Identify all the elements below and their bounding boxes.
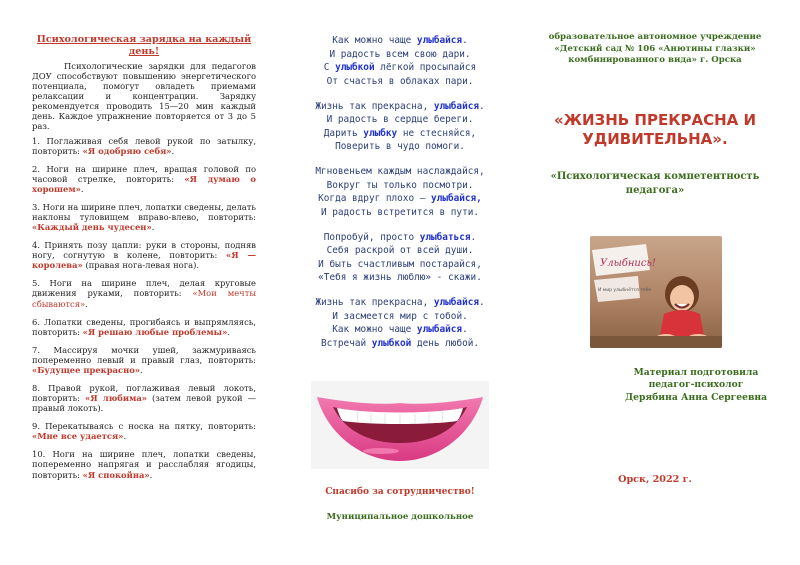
city-year: Орск, 2022 г. [618,474,692,485]
photo-caption: Улыбнись! [600,258,656,269]
exercise-item: 9. Перекатываясь с носка на пятку, повторить: «Мне все удается». [32,421,256,442]
poem-line: От счастья в облаках пари. [326,75,474,87]
exercise-item: 1. Поглаживая себя левой рукой по затылку, повторить: «Я одобряю себя». [32,135,256,156]
exercise-item: 7. Массируя мочки ушей, зажмуриваясь попеременно левый и правый глаз, повторить: «Будущее прекрасно». [32,344,256,375]
organization-name: образовательное автономное учреждение «Детский сад № 106 «Анютины глазки» комбинированного вида» г. Орска [548,32,762,66]
exercise-heading: Психологическая зарядка на каждый день! [36,34,252,57]
affirmation-phrase: «Я думаю о хорошем» [32,173,256,194]
affirmation-phrase: «Каждый день чудесен» [32,222,152,233]
left-panel [32,34,256,488]
smiling-lips-illustration [311,381,489,469]
author-block [606,367,786,404]
municipal-footer: Муниципальное дошкольное [326,512,474,522]
exercise-list [32,136,256,480]
poem-line: Себя раскрой от всей души. [326,245,474,257]
brochure-subtitle: «Психологическая компетентность педагога» [550,171,760,196]
poem-stanza [292,231,508,286]
poem-stanza [292,165,508,220]
exercise-item: 5. Ноги на ширине плеч, делая круговые движения руками, повторить: «Мои мечты сбываются». [32,278,257,309]
exercise-item: 2. Ноги на ширине плеч, вращая головой по часовой стрелке, повторить: «Я думаю о хорошем». [32,163,256,194]
poem-line: Вокруг ты только посмотри. [326,179,474,191]
poem-line: С улыбкой лёгкой просыпайся [323,62,477,74]
exercise-item: 6. Лопатки сведены, прогибаясь и выпрямляясь, повторить: «Я решаю любые проблемы». [32,316,256,337]
poem-stanza [292,296,508,351]
cover-panel [548,32,762,197]
poem-line: Встречай улыбкой день любой. [320,337,480,349]
affirmation-phrase: «Мне все удается» [32,431,124,442]
poem-line: Жизнь так прекрасна, улыбайся. [315,100,485,112]
poem-line: Попробуй, просто улыбаться. [323,231,477,243]
affirmation-phrase: «Я любима» [84,393,148,404]
poem-line: Мгновеньем каждым наслаждайся, [315,166,485,177]
affirmation-phrase: «Я решаю любые проблемы» [82,326,228,337]
affirmation-phrase: «Я спокойна» [82,469,150,480]
poem-line: Как можно чаще улыбайся. [332,324,468,336]
author-line-1: Материал подготовила [633,367,759,378]
poem-line: И радость всем свою дари. [329,48,471,60]
poem-line: Как можно чаще улыбайся. [332,35,468,46]
affirmation-phrase: «Будущее прекрасно» [32,364,141,375]
exercise-item: 3. Ноги на ширине плеч, лопатки сведены, делать наклоны туловищем вправо-влево, повторить: «Каждый день чудесен». [32,201,256,233]
poem-line: Когда вдруг плохо – улыбайся, [318,193,482,205]
poem [292,34,508,351]
intro-paragraph: Психологические зарядки для педагогов ДОУ способствуют повышению энергетического потенциала, помогут овладеть приемами релаксации и концентрации. Зарядку рекомендуется проводить 15—20 мин каждый день. Каждое упражнение повторяется от 3 до 5 раз. [32,60,256,132]
affirmation-phrase: «Я одобряю себя» [82,145,172,156]
poem-line: «Тебя я жизнь люблю» - скажи. [318,272,482,284]
poem-line: Жизнь так прекрасна, улыбайся. [315,297,485,308]
author-line-2: педагог-психолог [648,379,744,391]
poem-line: И засмеется мир с тобой. [332,310,468,322]
affirmation-phrase: «Я — королева» [32,250,256,271]
brochure-title: «ЖИЗНЬ ПРЕКРАСНА И УДИВИТЕЛЬНА». [553,110,757,148]
poem-panel [292,34,508,362]
poem-line: И радость в сердце береги. [326,114,474,126]
photo-subcaption: И мир улыбнётся тебе [598,288,652,293]
smiling-girl-photo [590,236,722,348]
exercise-item: 10. Ноги на ширине плеч, лопатки сведены, попеременно напрягая и расслабляя ягодицы, повторить: «Я спокойна». [32,449,256,480]
affirmation-phrase: «Мои мечты сбываются» [32,288,257,309]
poem-line: Поверить в чудо помоги. [335,141,465,153]
poem-line: И радость встретится в пути. [320,206,480,218]
poem-line: И быть счастливым постарайся, [318,258,482,270]
poem-stanza [292,34,508,89]
author-name: Дерябина Анна Сергеевна [624,391,768,403]
poem-line: Дарить улыбку не стесняйся, [323,127,477,139]
thanks-text: Спасибо за сотрудничество! [325,487,475,497]
exercise-item: 4. Принять позу цапли: руки в стороны, подняв ногу, согнутую в колене, повторить: «Я — королева» (правая нога-левая нога). [32,240,256,271]
exercise-item: 8. Правой рукой, поглаживая левый локоть, повторить: «Я любима» (затем левой рукой — правый локоть). [32,383,256,414]
poem-stanza [292,100,508,155]
